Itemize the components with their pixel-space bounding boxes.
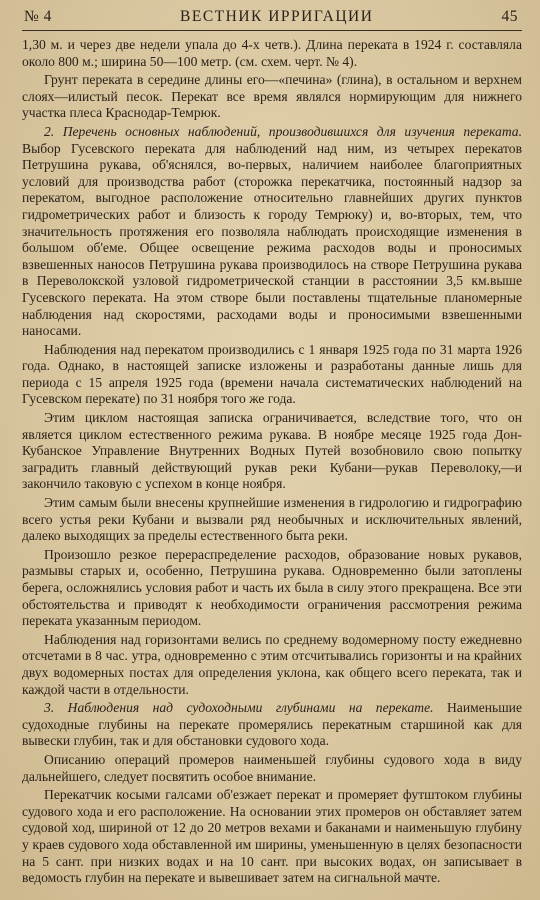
- paragraph: Грунт переката в середине длины его—«печина» (глина), в остальном и верхнем слоях—илистый песок. Перекат все время являлся нормирующим для нижнего участка плеса Краснодар-Темрюк.: [22, 72, 522, 121]
- issue-number: № 4: [24, 8, 52, 25]
- paragraph: Описанию операций промеров наименьшей глубины судового хода в виду дальнейшего, следует посвятить особое внимание.: [22, 751, 522, 784]
- section-heading: 2. Перечень основных наблюдений, производившихся для изучения переката.: [44, 123, 522, 139]
- paragraph: 2. Перечень основных наблюдений, производившихся для изучения переката. Выбор Гусевского переката для наблюдений над ним, из четырех перекатов Петрушина рукава, об'яснялся, во-первых, наличием наиболее благоприятных условий для производства работ (сторожка перекатчика, постоянный надзор за перекатом, выгодное расположение относительно главнейших других пунктов гидрометрических работ и близость к городу Темрюку) и, во-вторых, тем, что значительность протяжения его позволяла наблюдать происходящие изменения в большом об'еме. Общее освещение режима расходов воды и проносимых взвешенных наносов Петрушина рукава производилось на створе Петрушина рукава в Переволокской узловой гидрометрической станции в расстоянии 3,5 км.выше Гусевского переката. На этом створе были поставлены тщательные планомерные наблюдения над скоростями, расходами воды и проносимыми взвешенными наносами.: [22, 123, 522, 339]
- paragraph: Произошло резкое перераспределение расходов, образование новых рукавов, размывы старых и, особенно, Петрушина рукава. Одновременно были затоплены берега, осложнялись условия работ и часть их была в силу этого прекращена. Все эти обстоятельства и приводят к необходимости ограничения рассмотрения режима переката указанным периодом.: [22, 546, 522, 629]
- page-header: [22, 8, 522, 31]
- paragraph: Наблюдения над горизонтами велись по среднему водомерному посту ежедневно отсчетами в 8 час. утра, одновременно с этим отсчитывались горизонты и на крайних двух водомерных постах для определения уклона, как общего всего переката, так и каждой части в отдельности.: [22, 631, 522, 697]
- journal-title: ВЕСТНИК ИРРИГАЦИИ: [180, 8, 374, 25]
- section-heading: 3. Наблюдения над судоходными глубинами на перекате.: [44, 700, 434, 716]
- paragraph: 3. Наблюдения над судоходными глубинами на перекате. Наименьшие судоходные глубины на перекате промерялись перекатным старшиной как для вывески глубин, так и для обстановки судового хода.: [22, 700, 522, 749]
- body-text: [22, 37, 522, 887]
- paragraph: Перекатчик косыми галсами об'езжает перекат и промеряет футштоком глубины судового хода и его расположение. На основании этих промеров он обставляет затем судовой ход, шириной от 12 до 20 метров вехами и баканами и наименьшую глубину у краев судового хода обставленной им ширины, уменьшенную в целях безопасности на 5 сант. при низких водах и на 10 сант. при высоких водах, он записывает в ведомость глубин на перекате и вывешивает затем на сигнальной мачте.: [22, 787, 522, 886]
- page-number: 45: [501, 8, 518, 25]
- paragraph: 1,30 м. и через две недели упала до 4-х четв.). Длина переката в 1924 г. составляла около 800 м.; ширина 50—100 метр. (см. схем. черт. № 4).: [22, 37, 522, 69]
- paragraph: Наблюдения над перекатом производились с 1 января 1925 года по 31 марта 1926 года. Однако, в настоящей записке изложены и разработаны данные лишь для периода с 15 апреля 1925 года (времени начала систематических наблюдений на Гусевском перекате) по 31 ноября того же года.: [22, 341, 522, 407]
- paragraph: Этим циклом настоящая записка ограничивается, вследствие того, что он является циклом естественного режима рукава. В ноябре месяце 1925 года Дон-Кубанское Управление Внутренних Водных Путей возобновило свою попытку заградить главный действующий рукав реки Кубани—рукав Переволоку,—и закончило таковую с успехом в конце ноября.: [22, 410, 522, 492]
- paragraph: Этим самым были внесены крупнейшие изменения в гидрологию и гидрографию всего устья реки Кубани и вызвали ряд необычных и исключительных явлений, далеко выходящих за пределы естественного быта реки.: [22, 495, 522, 544]
